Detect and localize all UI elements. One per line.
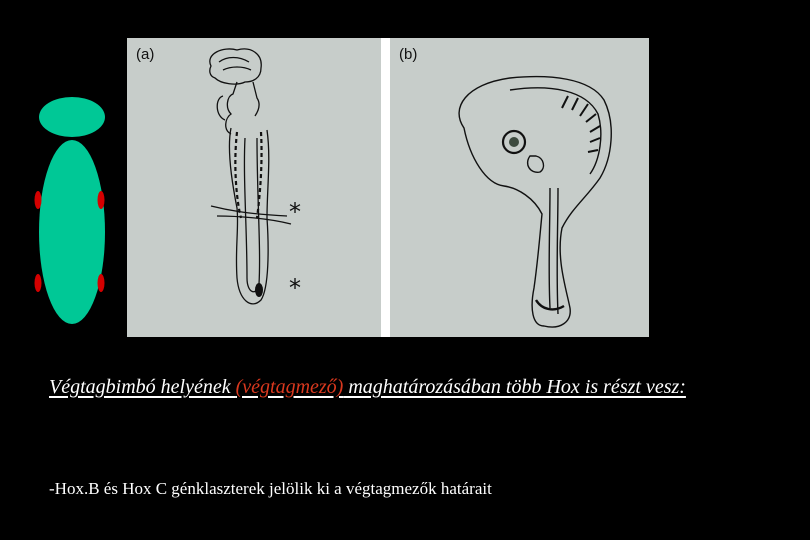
- hindlimb-field-right: [98, 274, 105, 292]
- hindlimb-field-left: [35, 274, 42, 292]
- figure-panel-a: [127, 38, 381, 337]
- figure-panel-b: [390, 38, 649, 337]
- bullet-text: -Hox.B és Hox C génklaszterek jelölik ki a végtagmezők határait: [49, 479, 492, 498]
- slide-heading: [49, 374, 769, 400]
- panel-divider: [381, 38, 390, 337]
- head-bud: [39, 97, 105, 137]
- marker-hindlimb: *: [289, 274, 301, 302]
- trunk-bud: [39, 140, 105, 324]
- panel-b-label: (b): [399, 46, 418, 63]
- marker-forelimb: *: [289, 198, 301, 226]
- limb-field-diagram: [32, 96, 112, 328]
- heading-highlight: (végtagmező): [235, 376, 344, 398]
- panel-a-label: (a): [136, 46, 155, 63]
- embryo-lateral-drawing: [390, 38, 649, 337]
- embryo-dorsal-drawing: [127, 38, 381, 337]
- heading-text-end: maghatározásában több Hox is részt vesz:: [343, 376, 686, 398]
- heading-text-start: Végtagbimbó helyének: [49, 376, 236, 398]
- forelimb-field-left: [35, 191, 42, 209]
- forelimb-field-right: [98, 191, 105, 209]
